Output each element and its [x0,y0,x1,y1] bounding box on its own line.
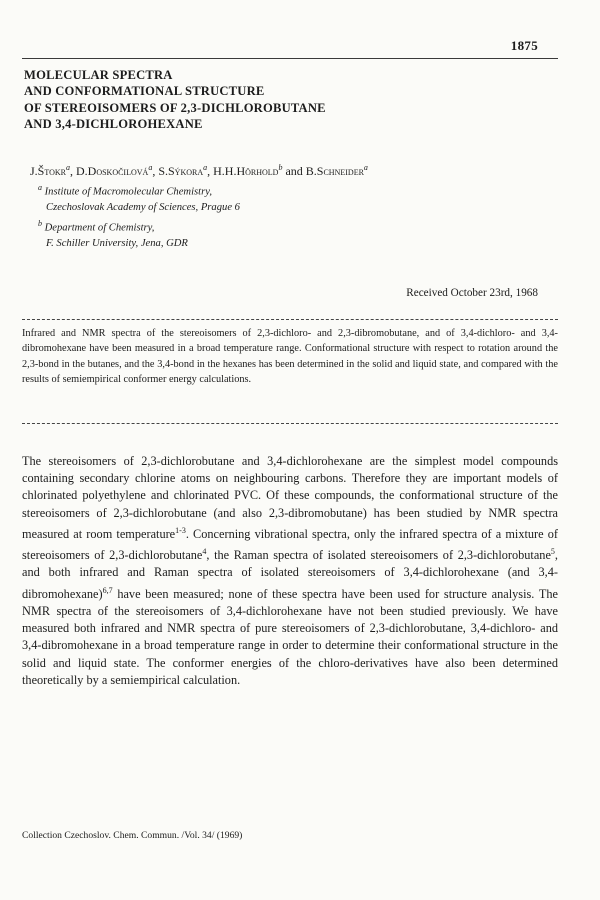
affiliation-line [38,180,498,200]
title-line: AND CONFORMATIONAL STRUCTURE [24,84,265,99]
reference-mark: 1-3 [175,525,186,535]
journal-footer: Collection Czechoslov. Chem. Commun. /Vol. 34/ (1969) [22,830,243,841]
affiliation-line: Czechoslovak Academy of Sciences, Prague 6 [46,202,240,214]
body-text: , the Raman spectra of isolated stereoisomers of 2,3-dichlorobutane [206,548,551,563]
affiliation-mark: a [65,163,70,172]
author-list: J.Štokr$^a$, D.Doskočilová$^a$, S.Sýkora$^a$, H.H.Hörhold$^b$ and B.Schneider$^a$ [30,163,368,178]
body-text: have been measured; none of these spectra have been used for structure analysis. The NMR spectra of the stereoisomers of 3,4-dichlorohexane have not been studied previously. We have measured both infrared and NMR spectra of pure stereoisomers of 2,3-dichlorobutane, 3,4-dichloro- and 3,4-dibromohexane in a broad temperature range in order to determine their conformational structure in the solid and liquid state. The conformer energies of the chloro-derivatives have also been determined theoretically by a semiempirical calculation. [22,586,558,687]
title-line: OF STEREOISOMERS OF 2,3-DICHLOROBUTANE [24,100,326,115]
abstract-rule-top [22,319,558,320]
affiliation-line: F. Schiller University, Jena, GDR [46,237,188,249]
title-line: AND 3,4-DICHLOROHEXANE [24,117,203,132]
reference-mark: 6,7 [102,585,113,595]
affiliation-mark: a [363,163,368,172]
reference-mark: 5 [550,547,555,557]
header-rule [22,58,558,59]
author-name: S.Sýkora [158,164,204,178]
author-name: B.Schneider [305,164,364,178]
author-name: H.H.Hörhold [213,164,279,178]
body-paragraph [22,453,558,689]
body-text: The stereoisomers of 2,3-dichlorobutane and 3,4-dichlorohexane are the simplest model compounds containing secondary chlorine atoms on neighbouring carbons. Therefore they are important models of chlorinated polyethylene and chlorinated PVC. Of these compounds, the conformational structure of the stereoisomers of 2,3-dichlorobutane (and also 2,3-dibromobutane) has been studied by NMR spectra measured at room temperature [22,454,558,541]
affiliation-text: Institute of Macromolecular Chemistry, [44,186,212,198]
author-name: D.Doskočilová [75,164,149,178]
affiliation-mark: a [38,183,42,192]
affiliation-text: Department of Chemistry, [44,222,155,234]
affiliations [38,180,498,251]
abstract: Infrared and NMR spectra of the stereoisomers of 2,3-dichloro- and 2,3-dibromobutane, and of 3,4-dichloro- and 3,4-dibromohexane have been measured in a broad temperature range. Conformational structure with respect to rotation around the 2,3-bond in the butanes, and the 3,4-bond in the hexanes has been determined in the solid and liquid state, and compared with the results of semiempirical conformer energy calculations. [22,328,558,385]
affiliation-line [38,216,498,236]
reference-mark: 4 [202,547,207,557]
affiliation-mark: b [278,163,283,172]
title-line: MOLECULAR SPECTRA [24,68,173,82]
author-conjunction: and [285,164,303,178]
abstract-rule-bottom [22,423,558,424]
article-title [24,67,544,133]
body-text: . Concerning vibrational spectra, only the infrared spectra of a mixture of stereoisomers of 2,3-dichlorobutane [22,526,558,563]
received-date: Received October 23rd, 1968 [406,287,538,299]
affiliation-mark: a [203,163,208,172]
body-text: , and both infrared and Raman spectra of isolated stereoisomers of 3,4-dichlorohexane (and 3,4-dibromohexane) [22,548,558,601]
affiliation-mark: a [148,163,153,172]
page-number: 1875 [510,38,538,53]
affiliation-mark: b [38,218,42,228]
author-name: J.Štokr [30,164,66,178]
